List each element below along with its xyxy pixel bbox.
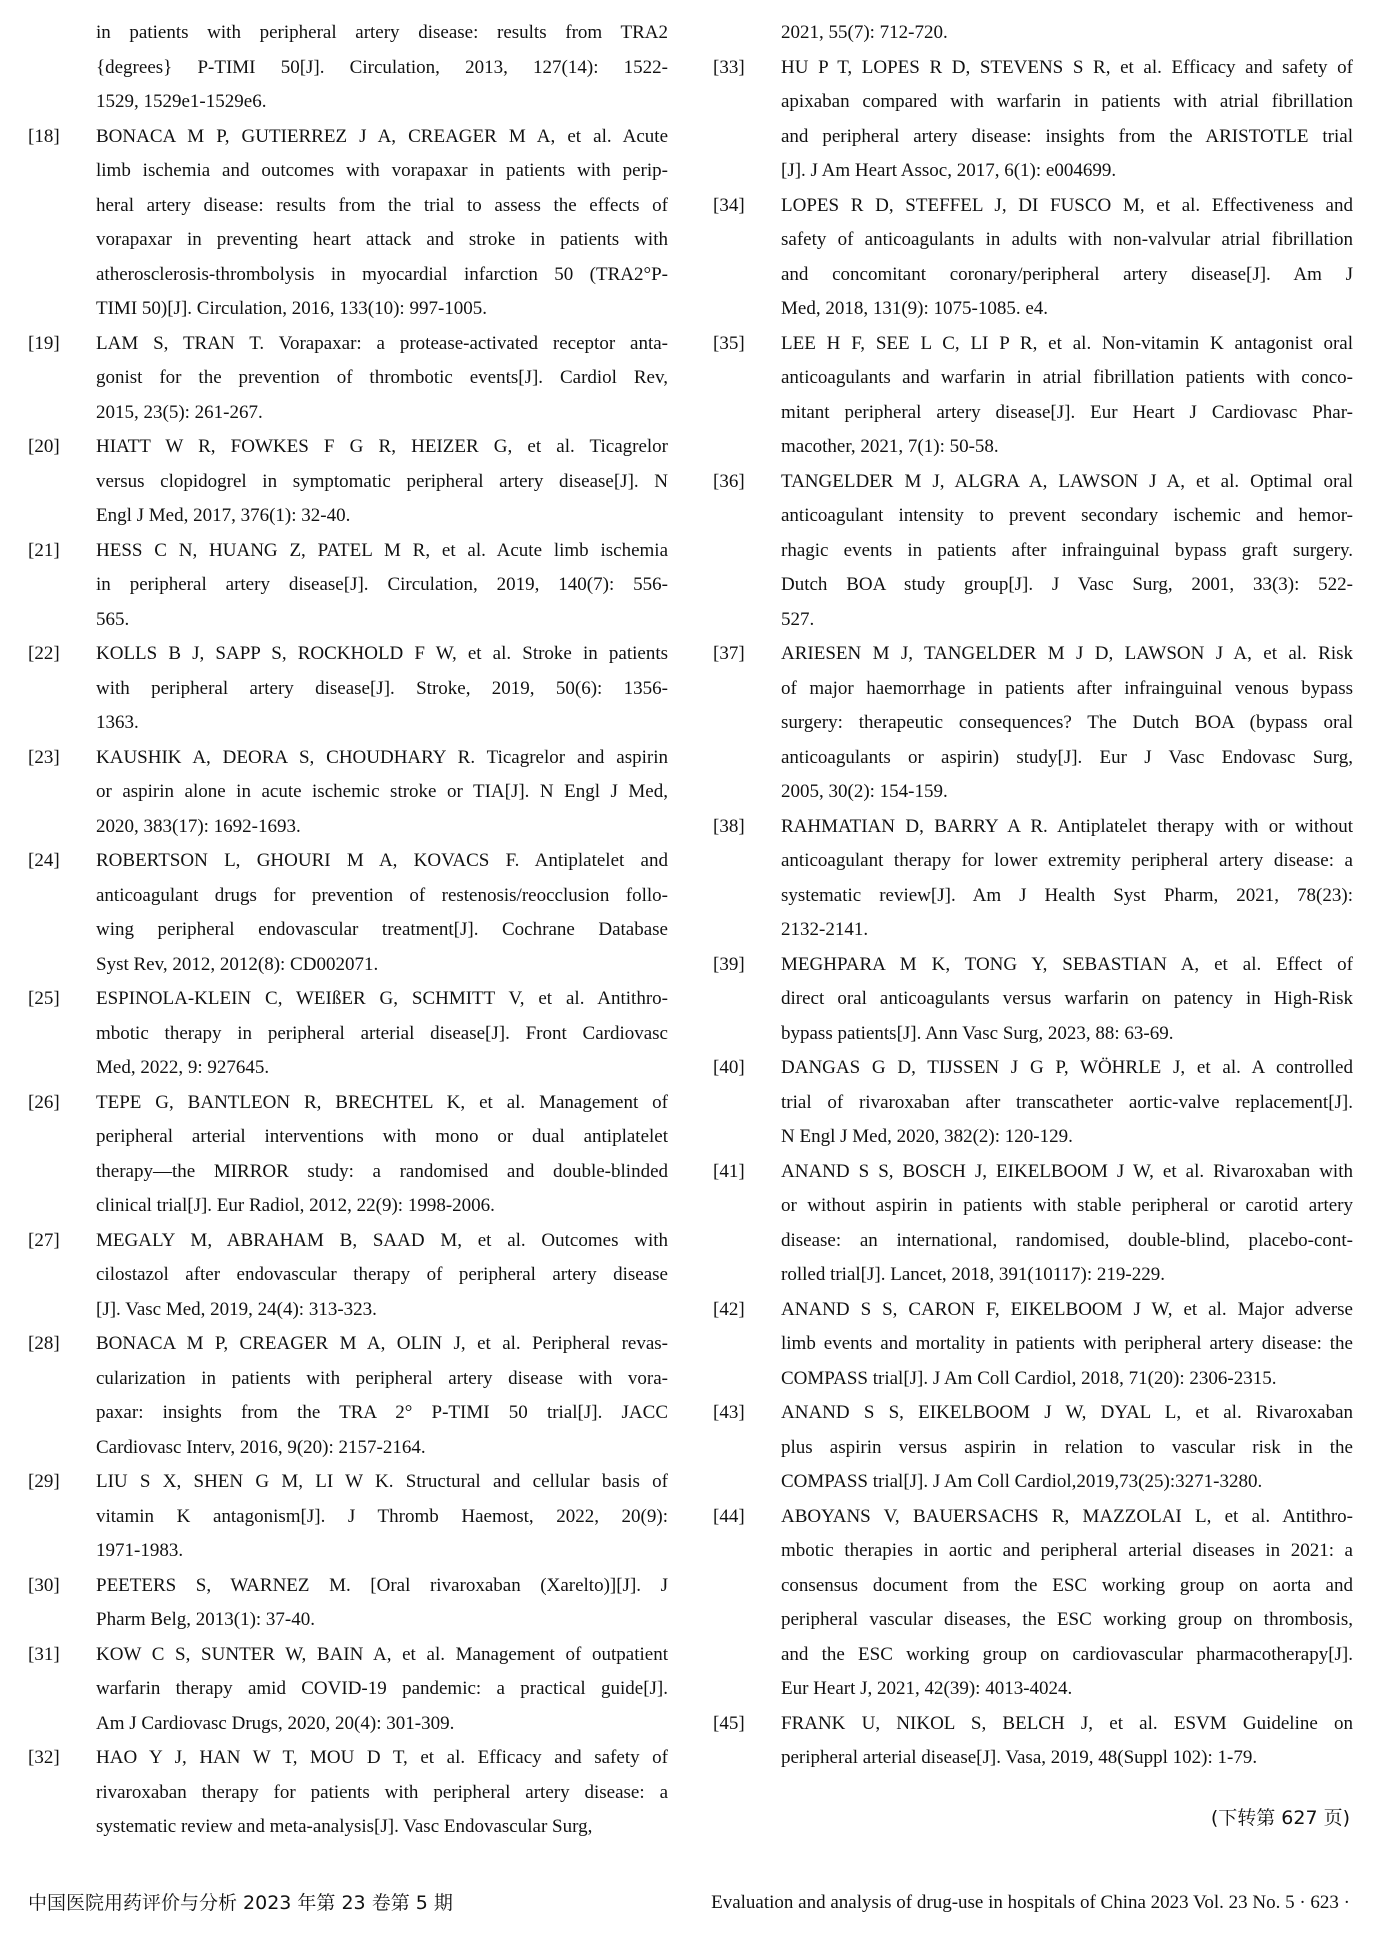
reference-line	[713, 1569, 1353, 1604]
reference-line	[28, 258, 668, 293]
reference-text: vorapaxar in preventing heart attack and stroke in patients with	[96, 229, 668, 250]
reference-text: HAO Y J, HAN W T, MOU D T, et al. Efficacy and safety of	[96, 1747, 668, 1768]
reference-number: [41]	[713, 1160, 745, 1182]
reference-line	[28, 844, 668, 879]
reference-text: ARIESEN M J, TANGELDER M J D, LAWSON J A, et al. Risk	[781, 643, 1353, 664]
left-reference-column	[28, 16, 668, 1845]
reference-line	[28, 913, 668, 948]
reference-line	[28, 120, 668, 155]
reference-line	[713, 1741, 1353, 1776]
reference-line	[28, 1327, 668, 1362]
reference-line	[28, 982, 668, 1017]
reference-line	[713, 1293, 1353, 1328]
reference-text: ANAND S S, CARON F, EIKELBOOM J W, et al. Major adverse	[781, 1298, 1353, 1320]
reference-text: 565.	[96, 608, 130, 630]
reference-line	[28, 292, 668, 327]
reference-line	[713, 603, 1353, 638]
reference-number: [42]	[713, 1298, 745, 1320]
reference-text: COMPASS trial[J]. J Am Coll Cardiol, 2018, 71(20): 2306-2315.	[781, 1367, 1277, 1389]
reference-line	[28, 810, 668, 845]
reference-number: [33]	[713, 56, 745, 78]
reference-text: LAM S, TRAN T. Vorapaxar: a protease-activated receptor anta-	[96, 332, 668, 354]
reference-line	[713, 1051, 1353, 1086]
reference-text: BONACA M P, GUTIERREZ J A, CREAGER M A, et al. Acute	[96, 125, 668, 147]
reference-line	[713, 154, 1353, 189]
reference-text: PEETERS S, WARNEZ M. [Oral rivaroxaban (Xarelto)][J]. J	[96, 1574, 668, 1596]
reference-text: [J]. Vasc Med, 2019, 24(4): 313-323.	[96, 1298, 377, 1320]
reference-text: rivaroxaban therapy for patients with peripheral artery disease: a	[96, 1781, 668, 1803]
reference-text: consensus document from the ESC working group on aorta and	[781, 1574, 1353, 1596]
reference-text: and the ESC working group on cardiovascular pharmacotherapy[J].	[781, 1643, 1353, 1665]
reference-text: limb events and mortality in patients with peripheral artery disease: the	[781, 1333, 1353, 1354]
reference-text: anticoagulant therapy for lower extremity peripheral artery disease: a	[781, 850, 1353, 871]
reference-text: peripheral arterial disease[J]. Vasa, 2019, 48(Suppl 102): 1-79.	[781, 1747, 1258, 1768]
reference-line	[713, 1362, 1353, 1397]
reference-text: bypass patients[J]. Ann Vasc Surg, 2023, 88: 63-69.	[781, 1022, 1174, 1044]
reference-text: Eur Heart J, 2021, 42(39): 4013-4024.	[781, 1678, 1073, 1699]
reference-text: plus aspirin versus aspirin in relation to vascular risk in the	[781, 1436, 1353, 1458]
reference-line	[713, 189, 1353, 224]
reference-text: rhagic events in patients after infrainguinal bypass graft surgery.	[781, 539, 1353, 561]
reference-line	[713, 1017, 1353, 1052]
reference-line	[28, 637, 668, 672]
reference-text: COMPASS trial[J]. J Am Coll Cardiol,2019,73(25):3271-3280.	[781, 1471, 1263, 1492]
reference-text: in patients with peripheral artery disease: results from TRA2	[96, 22, 668, 43]
reference-number: [40]	[713, 1057, 745, 1078]
reference-text: KOLLS B J, SAPP S, ROCKHOLD F W, et al. Stroke in patients	[96, 643, 668, 664]
reference-line	[28, 672, 668, 707]
reference-line	[713, 948, 1353, 983]
reference-number: [35]	[713, 332, 745, 354]
reference-text: Pharm Belg, 2013(1): 37-40.	[96, 1609, 316, 1630]
reference-line	[28, 603, 668, 638]
reference-number: [29]	[28, 1471, 60, 1492]
reference-text: [J]. J Am Heart Assoc, 2017, 6(1): e004699.	[781, 160, 1117, 181]
reference-line	[28, 154, 668, 189]
reference-line	[713, 637, 1353, 672]
reference-text: or aspirin alone in acute ischemic stroke or TIA[J]. N Engl J Med,	[96, 781, 668, 802]
reference-line	[28, 1258, 668, 1293]
reference-text: MEGALY M, ABRAHAM B, SAAD M, et al. Outcomes with	[96, 1229, 668, 1251]
journal-footer-english: Evaluation and analysis of drug-use in hospitals of China 2023 Vol. 23 No. 5 · 623 ·	[711, 1892, 1350, 1913]
reference-text: TEPE G, BANTLEON R, BRECHTEL K, et al. Management of	[96, 1091, 668, 1113]
reference-text: ROBERTSON L, GHOURI M A, KOVACS F. Antiplatelet and	[96, 850, 668, 871]
reference-line	[713, 741, 1353, 776]
reference-line	[713, 16, 1353, 51]
reference-line	[28, 1603, 668, 1638]
reference-text: versus clopidogrel in symptomatic peripheral artery disease[J]. N	[96, 470, 668, 492]
reference-line	[28, 568, 668, 603]
reference-text: and concomitant coronary/peripheral artery disease[J]. Am J	[781, 263, 1353, 285]
reference-text: warfarin therapy amid COVID-19 pandemic: a practical guide[J].	[96, 1678, 668, 1699]
reference-line	[28, 1810, 668, 1845]
reference-line	[713, 534, 1353, 569]
reference-text: ANAND S S, EIKELBOOM J W, DYAL L, et al. Rivaroxaban	[781, 1402, 1353, 1423]
reference-text: cilostazol after endovascular therapy of peripheral artery disease	[96, 1264, 668, 1285]
continued-note: (下转第 627 页)	[1210, 1807, 1350, 1829]
reference-text: Am J Cardiovasc Drugs, 2020, 20(4): 301-309.	[96, 1712, 455, 1734]
reference-text: LEE H F, SEE L C, LI P R, et al. Non-vitamin K antagonist oral	[781, 332, 1353, 354]
reference-text: anticoagulants and warfarin in atrial fibrillation patients with conco-	[781, 367, 1353, 388]
reference-line	[713, 672, 1353, 707]
reference-text: 2132-2141.	[781, 919, 869, 940]
reference-line	[713, 879, 1353, 914]
reference-text: KAUSHIK A, DEORA S, CHOUDHARY R. Ticagrelor and aspirin	[96, 746, 668, 768]
reference-number: [27]	[28, 1229, 60, 1251]
reference-number: [32]	[28, 1747, 60, 1768]
reference-line	[713, 499, 1353, 534]
reference-line	[713, 223, 1353, 258]
reference-line	[28, 1017, 668, 1052]
reference-line	[28, 706, 668, 741]
reference-number: [37]	[713, 643, 745, 664]
reference-line	[28, 1051, 668, 1086]
reference-line	[28, 327, 668, 362]
reference-text: with peripheral artery disease[J]. Stroke, 2019, 50(6): 1356-	[96, 677, 668, 699]
reference-line	[28, 1224, 668, 1259]
reference-line	[713, 258, 1353, 293]
reference-line	[28, 1362, 668, 1397]
reference-number: [34]	[713, 194, 745, 216]
reference-text: HIATT W R, FOWKES F G R, HEIZER G, et al. Ticagrelor	[96, 436, 668, 457]
reference-line	[713, 1327, 1353, 1362]
reference-text: systematic review[J]. Am J Health Syst Pharm, 2021, 78(23):	[781, 884, 1353, 906]
reference-number: [19]	[28, 332, 60, 354]
reference-line	[713, 1638, 1353, 1673]
reference-line	[713, 1672, 1353, 1707]
reference-text: ESPINOLA-KLEIN C, WEIßER G, SCHMITT V, et al. Antithro-	[96, 988, 668, 1009]
reference-line	[28, 1500, 668, 1535]
reference-line	[713, 1155, 1353, 1190]
reference-line	[28, 1776, 668, 1811]
reference-line	[28, 1086, 668, 1121]
reference-line	[713, 1258, 1353, 1293]
reference-text: trial of rivaroxaban after transcatheter aortic-valve replacement[J].	[781, 1091, 1353, 1113]
reference-line	[713, 1086, 1353, 1121]
reference-line	[713, 568, 1353, 603]
reference-number: [26]	[28, 1091, 60, 1113]
reference-line	[713, 361, 1353, 396]
reference-text: heral artery disease: results from the trial to assess the effects of	[96, 194, 668, 216]
reference-text: Med, 2022, 9: 927645.	[96, 1057, 270, 1078]
reference-text: {degrees} P-TIMI 50[J]. Circulation, 2013, 127(14): 1522-	[96, 56, 668, 78]
reference-number: [20]	[28, 436, 60, 457]
reference-text: RAHMATIAN D, BARRY A R. Antiplatelet therapy with or without	[781, 815, 1353, 837]
reference-text: 527.	[781, 608, 815, 630]
reference-line	[28, 948, 668, 983]
reference-text: wing peripheral endovascular treatment[J]. Cochrane Database	[96, 919, 668, 940]
reference-line	[713, 85, 1353, 120]
reference-text: vitamin K antagonism[J]. J Thromb Haemost, 2022, 20(9):	[96, 1505, 668, 1527]
reference-text: TANGELDER M J, ALGRA A, LAWSON J A, et al. Optimal oral	[781, 470, 1353, 492]
reference-line	[713, 1465, 1353, 1500]
reference-line	[28, 1120, 668, 1155]
reference-line	[28, 1293, 668, 1328]
reference-line	[28, 1431, 668, 1466]
reference-line	[713, 1224, 1353, 1259]
reference-line	[28, 741, 668, 776]
reference-number: [43]	[713, 1402, 745, 1423]
reference-line	[28, 499, 668, 534]
reference-text: clinical trial[J]. Eur Radiol, 2012, 22(9): 1998-2006.	[96, 1195, 495, 1216]
reference-line	[28, 361, 668, 396]
reference-line	[713, 810, 1353, 845]
reference-number: [38]	[713, 815, 745, 837]
reference-number: [44]	[713, 1505, 745, 1527]
reference-text: systematic review and meta-analysis[J]. Vasc Endovascular Surg,	[96, 1816, 593, 1837]
reference-text: mbotic therapies in aortic and peripheral arterial diseases in 2021: a	[781, 1540, 1353, 1561]
reference-text: gonist for the prevention of thrombotic events[J]. Cardiol Rev,	[96, 367, 668, 388]
reference-number: [36]	[713, 470, 745, 492]
reference-text: LIU S X, SHEN G M, LI W K. Structural and cellular basis of	[96, 1471, 668, 1492]
reference-text: 2015, 23(5): 261-267.	[96, 401, 263, 423]
reference-line	[28, 51, 668, 86]
reference-text: N Engl J Med, 2020, 382(2): 120-129.	[781, 1126, 1073, 1147]
reference-text: KOW C S, SUNTER W, BAIN A, et al. Management of outpatient	[96, 1643, 668, 1665]
reference-text: 2021, 55(7): 712-720.	[781, 22, 948, 43]
reference-line	[28, 430, 668, 465]
reference-text: anticoagulant intensity to prevent secondary ischemic and hemor-	[781, 505, 1353, 526]
reference-line	[28, 1465, 668, 1500]
reference-line	[713, 120, 1353, 155]
reference-line	[713, 1534, 1353, 1569]
reference-text: and peripheral artery disease: insights from the ARISTOTLE trial	[781, 125, 1353, 147]
reference-text: rolled trial[J]. Lancet, 2018, 391(10117): 219-229.	[781, 1264, 1165, 1285]
reference-line	[28, 85, 668, 120]
reference-line	[28, 534, 668, 569]
reference-line	[713, 51, 1353, 86]
reference-line	[28, 396, 668, 431]
reference-line	[713, 844, 1353, 879]
reference-line	[28, 1396, 668, 1431]
reference-text: anticoagulants or aspirin) study[J]. Eur J Vasc Endovasc Surg,	[781, 746, 1353, 768]
reference-line	[713, 1431, 1353, 1466]
reference-line	[28, 1707, 668, 1742]
reference-text: anticoagulant drugs for prevention of restenosis/reocclusion follo-	[96, 884, 668, 906]
reference-text: ABOYANS V, BAUERSACHS R, MAZZOLAI L, et al. Antithro-	[781, 1505, 1353, 1527]
reference-number: [21]	[28, 539, 60, 561]
reference-text: MEGHPARA M K, TONG Y, SEBASTIAN A, et al. Effect of	[781, 953, 1353, 975]
reference-line	[28, 223, 668, 258]
reference-number: [30]	[28, 1574, 60, 1596]
reference-line	[28, 879, 668, 914]
reference-line	[28, 1189, 668, 1224]
reference-number: [22]	[28, 643, 60, 664]
reference-text: LOPES R D, STEFFEL J, DI FUSCO M, et al. Effectiveness and	[781, 194, 1353, 216]
reference-number: [31]	[28, 1643, 60, 1665]
reference-text: direct oral anticoagulants versus warfarin on patency in High-Risk	[781, 988, 1353, 1009]
reference-line	[713, 465, 1353, 500]
reference-line	[28, 775, 668, 810]
reference-line	[713, 1500, 1353, 1535]
reference-text: disease: an international, randomised, double-blind, placebo-cont-	[781, 1229, 1353, 1251]
reference-text: in peripheral artery disease[J]. Circulation, 2019, 140(7): 556-	[96, 574, 668, 595]
reference-text: apixaban compared with warfarin in patients with atrial fibrillation	[781, 91, 1353, 112]
reference-number: [39]	[713, 953, 745, 975]
reference-text: 2005, 30(2): 154-159.	[781, 781, 948, 802]
reference-line	[713, 1707, 1353, 1742]
reference-line	[28, 1638, 668, 1673]
reference-text: macother, 2021, 7(1): 50-58.	[781, 436, 999, 457]
reference-text: HU P T, LOPES R D, STEVENS S R, et al. Efficacy and safety of	[781, 56, 1353, 78]
reference-text: Med, 2018, 131(9): 1075-1085. e4.	[781, 298, 1049, 319]
reference-text: 1529, 1529e1-1529e6.	[96, 91, 267, 112]
reference-number: [28]	[28, 1333, 60, 1354]
reference-text: limb ischemia and outcomes with vorapaxar in patients with perip-	[96, 160, 668, 181]
reference-number: [23]	[28, 746, 60, 768]
reference-text: atherosclerosis-thrombolysis in myocardial infarction 50 (TRA2°P-	[96, 263, 668, 285]
reference-text: peripheral vascular diseases, the ESC working group on thrombosis,	[781, 1609, 1353, 1630]
reference-number: [25]	[28, 988, 60, 1009]
reference-text: 1363.	[96, 712, 139, 733]
reference-line	[713, 1603, 1353, 1638]
reference-line	[713, 292, 1353, 327]
reference-text: paxar: insights from the TRA 2° P-TIMI 50 trial[J]. JACC	[96, 1402, 668, 1423]
reference-text: of major haemorrhage in patients after infrainguinal venous bypass	[781, 677, 1353, 699]
reference-text: FRANK U, NIKOL S, BELCH J, et al. ESVM Guideline on	[781, 1712, 1353, 1734]
reference-line	[28, 1672, 668, 1707]
reference-text: therapy—the MIRROR study: a randomised and double-blinded	[96, 1160, 668, 1182]
reference-text: BONACA M P, CREAGER M A, OLIN J, et al. Peripheral revas-	[96, 1333, 668, 1354]
reference-text: 2020, 383(17): 1692-1693.	[96, 815, 301, 837]
reference-line	[713, 1189, 1353, 1224]
reference-line	[713, 430, 1353, 465]
reference-line	[28, 16, 668, 51]
reference-text: mitant peripheral artery disease[J]. Eur Heart J Cardiovasc Phar-	[781, 401, 1353, 423]
reference-number: [45]	[713, 1712, 745, 1734]
reference-line	[713, 327, 1353, 362]
reference-text: safety of anticoagulants in adults with non-valvular atrial fibrillation	[781, 229, 1353, 250]
reference-text: 1971-1983.	[96, 1540, 184, 1561]
reference-line	[28, 189, 668, 224]
reference-line	[28, 1741, 668, 1776]
reference-text: Engl J Med, 2017, 376(1): 32-40.	[96, 505, 351, 526]
reference-line	[28, 1569, 668, 1604]
reference-line	[713, 1396, 1353, 1431]
reference-text: peripheral arterial interventions with mono or dual antiplatelet	[96, 1126, 668, 1147]
reference-line	[713, 913, 1353, 948]
reference-text: HESS C N, HUANG Z, PATEL M R, et al. Acute limb ischemia	[96, 539, 668, 561]
right-reference-column	[713, 16, 1353, 1776]
reference-text: surgery: therapeutic consequences? The Dutch BOA (bypass oral	[781, 712, 1353, 733]
reference-text: cularization in patients with peripheral artery disease with vora-	[96, 1367, 668, 1389]
journal-footer-chinese: 中国医院用药评价与分析 2023 年第 23 卷第 5 期	[28, 1892, 453, 1914]
reference-text: Syst Rev, 2012, 2012(8): CD002071.	[96, 953, 379, 975]
reference-number: [18]	[28, 125, 60, 147]
reference-text: ANAND S S, BOSCH J, EIKELBOOM J W, et al. Rivaroxaban with	[781, 1160, 1353, 1182]
reference-line	[28, 1534, 668, 1569]
reference-line	[28, 1155, 668, 1190]
reference-line	[28, 465, 668, 500]
reference-line	[713, 775, 1353, 810]
reference-text: Cardiovasc Interv, 2016, 9(20): 2157-2164.	[96, 1436, 426, 1458]
reference-text: DANGAS G D, TIJSSEN J G P, WÖHRLE J, et al. A controlled	[781, 1057, 1353, 1078]
reference-line	[713, 1120, 1353, 1155]
reference-line	[713, 982, 1353, 1017]
reference-number: [24]	[28, 850, 60, 871]
reference-line	[713, 396, 1353, 431]
reference-line	[713, 706, 1353, 741]
reference-text: TIMI 50)[J]. Circulation, 2016, 133(10): 997-1005.	[96, 298, 488, 319]
reference-text: Dutch BOA study group[J]. J Vasc Surg, 2001, 33(3): 522-	[781, 574, 1353, 595]
reference-text: mbotic therapy in peripheral arterial disease[J]. Front Cardiovasc	[96, 1022, 668, 1044]
reference-text: or without aspirin in patients with stable peripheral or carotid artery	[781, 1195, 1353, 1216]
